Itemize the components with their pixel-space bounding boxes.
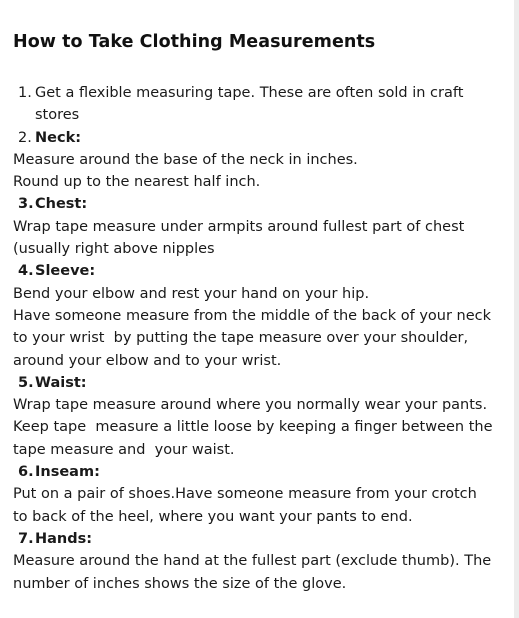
list-item-number: 7.	[18, 530, 34, 547]
scrollbar-track[interactable]	[514, 0, 519, 618]
list-item-sleeve-heading	[13, 260, 499, 282]
heading-hands: Hands:	[35, 530, 93, 547]
chest-line-1: Wrap tape measure under armpits around fullest part of chest	[13, 218, 465, 235]
sleeve-line-1: Bend your elbow and rest your hand on your hip.	[13, 285, 370, 302]
list-item-inseam-heading	[13, 461, 499, 483]
waist-line-2: Keep tape measure a little loose by keeping a finger between the	[13, 419, 493, 436]
list-item-hands-heading	[13, 528, 499, 550]
heading-chest: Chest:	[35, 196, 88, 213]
list-item-waist-heading	[13, 372, 499, 394]
list-item-number: 2.	[18, 129, 32, 146]
heading-waist: Waist:	[35, 374, 87, 391]
list-item-number: 3.	[18, 196, 34, 213]
inseam-line-1: Put on a pair of shoes.Have someone measure from your crotch	[13, 486, 477, 503]
list-item-tape	[13, 82, 499, 127]
neck-line-1: Measure around the base of the neck in inches.	[13, 151, 358, 168]
list-item-text: Get a flexible measuring tape. These are often sold in craft stores	[35, 85, 464, 124]
hands-line-1: Measure around the hand at the fullest part (exclude thumb). The	[13, 553, 492, 570]
list-item-number: 1.	[18, 85, 32, 101]
list-item-number: 5.	[18, 374, 34, 391]
inseam-line-2: to back of the heel, where you want your pants to end.	[13, 508, 413, 525]
article	[13, 30, 499, 595]
measurement-steps-list	[13, 82, 499, 595]
list-item-neck-heading	[13, 127, 499, 149]
list-item-chest-heading	[13, 193, 499, 215]
heading-neck: Neck:	[35, 129, 82, 146]
list-item-number: 6.	[18, 464, 34, 481]
neck-line-2: Round up to the nearest half inch.	[13, 174, 261, 191]
chest-line-2: (usually right above nipples	[13, 241, 215, 258]
list-item-number: 4.	[18, 263, 34, 280]
waist-line-1: Wrap tape measure around where you normally wear your pants.	[13, 397, 488, 414]
sleeve-line-2: Have someone measure from the middle of the back of your neck	[13, 307, 492, 324]
waist-line-3: tape measure and your waist.	[13, 441, 235, 458]
heading-inseam: Inseam:	[35, 464, 100, 481]
sleeve-line-4: around your elbow and to your wrist.	[13, 352, 282, 369]
sleeve-line-3: to your wrist by putting the tape measure over your shoulder,	[13, 330, 469, 347]
hands-line-2: number of inches shows the size of the glove.	[13, 575, 347, 592]
page-title: How to Take Clothing Measurements	[13, 32, 376, 52]
heading-sleeve: Sleeve:	[35, 263, 96, 280]
